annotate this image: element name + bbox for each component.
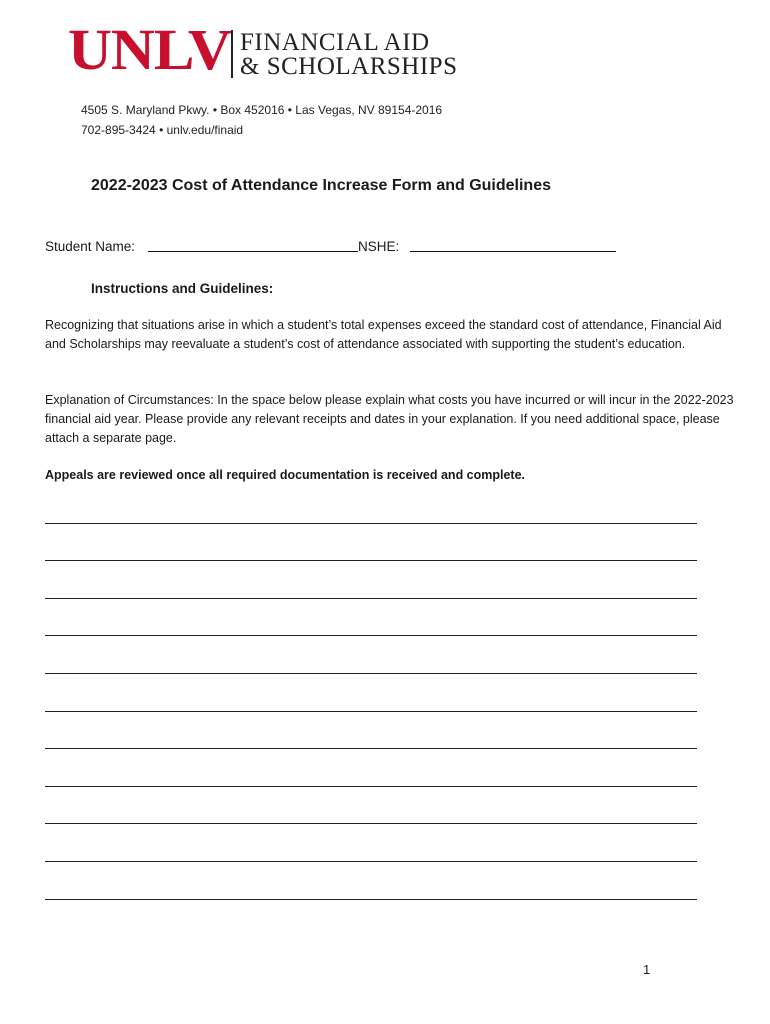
- unlv-logo: [68, 17, 480, 82]
- student-name-field[interactable]: [148, 251, 358, 252]
- nshe-field[interactable]: [410, 251, 616, 252]
- explanation-line[interactable]: [45, 899, 697, 900]
- explanation-line[interactable]: [45, 861, 697, 862]
- appeals-notice: Appeals are reviewed once all required documentation is received and complete.: [45, 468, 526, 482]
- logo-divider: [231, 30, 233, 78]
- explanation-line[interactable]: [45, 598, 697, 599]
- logo-department-line2: & SCHOLARSHIPS: [240, 53, 458, 80]
- logo-wordmark: UNLV: [68, 17, 231, 82]
- form-title: 2022-2023 Cost of Attendance Increase Form and Guidelines: [91, 177, 551, 194]
- intro-paragraph: Recognizing that situations arise in which a student’s total expenses exceed the standard cost of attendance, Financial Aid and Scholarships may reevaluate a student’s cost of attendance associated with supporting the student’s education.: [45, 318, 722, 351]
- logo-department-line1: FINANCIAL AID: [240, 29, 430, 56]
- explanation-line[interactable]: [45, 823, 697, 824]
- page-number: 1: [643, 962, 651, 977]
- circumstances-paragraph: Explanation of Circumstances: In the space below please explain what costs you have incurred or will incur in the 2022-2023 financial aid year. Please provide any relevant receipts and dates in your explanation. If you need additional space, please attach a separate page.: [45, 393, 734, 445]
- instructions-heading: Instructions and Guidelines:: [91, 281, 274, 296]
- contact-line: 702-895-3424 • unlv.edu/finaid: [81, 123, 244, 137]
- explanation-line[interactable]: [45, 711, 697, 712]
- explanation-line[interactable]: [45, 748, 697, 749]
- explanation-line[interactable]: [45, 673, 697, 674]
- address-line: 4505 S. Maryland Pkwy. • Box 452016 • Las Vegas, NV 89154-2016: [81, 103, 443, 117]
- student-name-label: Student Name:: [45, 239, 136, 254]
- explanation-line[interactable]: [45, 523, 697, 524]
- explanation-line[interactable]: [45, 635, 697, 636]
- nshe-label: NSHE:: [358, 239, 400, 254]
- explanation-line[interactable]: [45, 560, 697, 561]
- explanation-line[interactable]: [45, 786, 697, 787]
